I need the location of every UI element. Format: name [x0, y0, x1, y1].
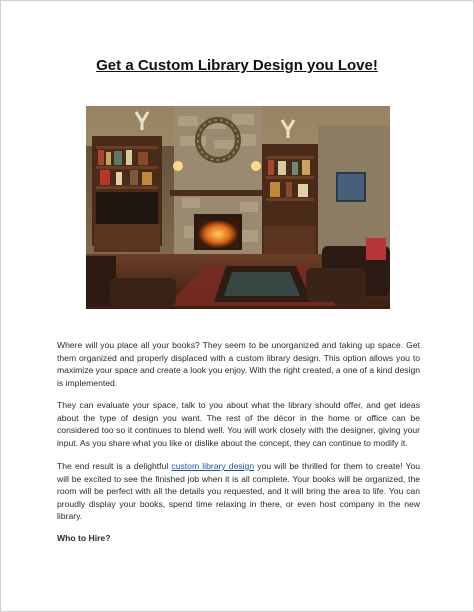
room-illustration	[86, 106, 390, 309]
paragraph-evaluate: They can evaluate your space, talk to you about what the library should offer, and get ideas about the type of design you want. The rest of the décor in the home or office can be considered too so it continues to blend well. You will work closely with the designer, giving your input. As you share what you like or dislike about the concept, they can continue to modify it.	[57, 400, 420, 448]
living-room-library-photo	[86, 106, 390, 309]
section-heading-who-to-hire: Who to Hire?	[57, 533, 111, 543]
paragraph-end-result-start: The end result is a delightful	[57, 461, 172, 471]
custom-library-design-link[interactable]: custom library design	[171, 461, 255, 471]
paragraph-end-result	[57, 460, 420, 523]
page-title: Get a Custom Library Design you Love!	[96, 57, 378, 74]
paragraph-end-result-rest: you will be thrilled for them to create! You will be excited to see the finished job when it is all complete. Your books will be organized, the room will be perfect with all the details you requested, and it will bring the area to life. You can proudly display your books, spend time relaxing in there, or even host company in the new library.	[57, 461, 420, 521]
paragraph-intro: Where will you place all your books? They seem to be unorganized and taking up space. Get them organized and properly displaced with a custom library design. This option allows you to maximize your space and create a look you enjoy. With the right created, a one of a kind design is implemented.	[57, 340, 420, 388]
